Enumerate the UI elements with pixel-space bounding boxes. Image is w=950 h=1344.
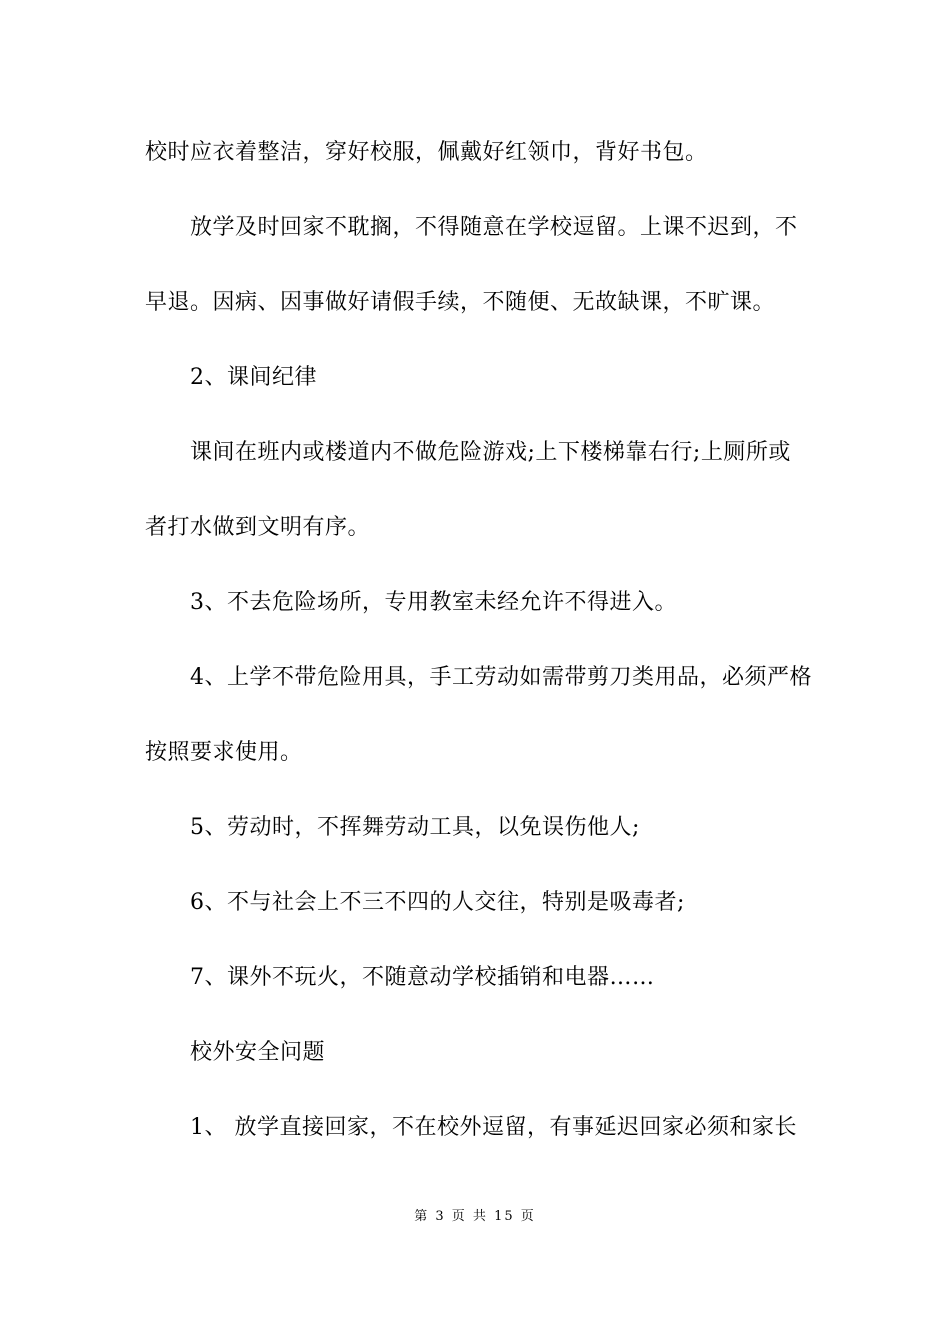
- list-item: 7、课外不玩火，不随意动学校插销和电器……: [190, 965, 655, 990]
- list-item: 3、不去危险场所，专用教室未经允许不得进入。: [190, 590, 677, 615]
- list-item: 6、不与社会上不三不四的人交往，特别是吸毒者;: [190, 890, 685, 915]
- list-item: 4、上学不带危险用具，手工劳动如需带剪刀类用品，必须严格: [190, 665, 812, 690]
- paragraph-line: 校时应衣着整洁，穿好校服，佩戴好红领巾，背好书包。: [145, 140, 708, 165]
- footer-middle: 页 共: [451, 1209, 488, 1224]
- footer-prefix: 第: [414, 1209, 430, 1224]
- section-heading: 校外安全问题: [190, 1040, 326, 1065]
- paragraph-line: 者打水做到文明有序。: [145, 515, 371, 540]
- footer-suffix: 页: [520, 1209, 536, 1224]
- footer-total-pages: 15: [494, 1209, 515, 1224]
- paragraph-line: 按照要求使用。: [145, 740, 303, 765]
- list-item: 1、 放学直接回家，不在校外逗留，有事延迟回家必须和家长: [190, 1115, 797, 1140]
- section-heading: 2、课间纪律: [190, 365, 317, 390]
- list-item: 5、劳动时，不挥舞劳动工具，以免误伤他人;: [190, 815, 640, 840]
- paragraph-line: 放学及时回家不耽搁，不得随意在学校逗留。上课不迟到，不: [190, 215, 798, 240]
- paragraph-line: 早退。因病、因事做好请假手续，不随便、无故缺课，不旷课。: [145, 290, 776, 315]
- page-footer: [0, 1208, 950, 1226]
- paragraph-line: 课间在班内或楼道内不做危险游戏;上下楼梯靠右行;上厕所或: [190, 440, 791, 465]
- footer-current-page: 3: [435, 1209, 446, 1224]
